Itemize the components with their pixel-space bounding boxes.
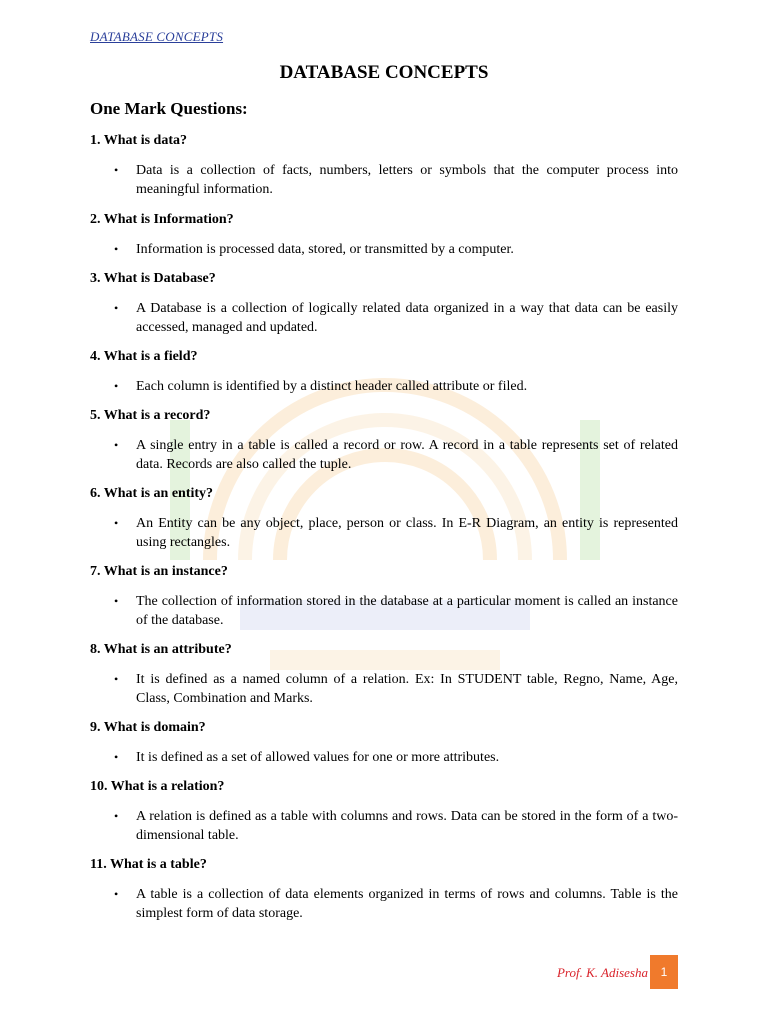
page-title: DATABASE CONCEPTS: [279, 62, 489, 83]
bullet-icon: •: [114, 242, 119, 256]
answer-text: An Entity can be any object, place, person or class. In E-R Diagram, an entity is represented using rectangles.: [136, 516, 678, 550]
bullet-icon: •: [114, 672, 119, 686]
answer-text: Each column is identified by a distinct header called attribute or filed.: [136, 379, 528, 394]
answer-bullet: [90, 514, 678, 552]
question-title: 8. What is an attribute?: [90, 642, 232, 657]
question-item: [90, 777, 678, 845]
question-item: [90, 347, 678, 396]
question-item: [90, 640, 678, 708]
section-heading: One Mark Questions:: [90, 99, 248, 118]
answer-bullet: [90, 748, 678, 767]
answer-text: Data is a collection of facts, numbers, letters or symbols that the computer process into meaningful information.: [136, 163, 678, 197]
bullet-icon: •: [114, 438, 119, 452]
question-title: 11. What is a table?: [90, 857, 207, 872]
question-title: 9. What is domain?: [90, 720, 206, 735]
question-title: 10. What is a relation?: [90, 779, 225, 794]
question-item: [90, 484, 678, 552]
answer-text: A single entry in a table is called a record or row. A record in a table represents set of related data. Records are also called the tuple.: [136, 438, 678, 472]
answer-bullet: [90, 807, 678, 845]
question-item: [90, 210, 678, 259]
bullet-icon: •: [114, 163, 119, 177]
answer-bullet: [90, 670, 678, 708]
bullet-icon: •: [114, 594, 119, 608]
answer-text: It is defined as a set of allowed values for one or more attributes.: [136, 750, 500, 765]
question-title: 4. What is a field?: [90, 349, 198, 364]
running-header: DATABASE CONCEPTS: [90, 29, 224, 44]
answer-bullet: [90, 161, 678, 199]
author-footer: Prof. K. Adisesha: [556, 965, 648, 980]
question-item: [90, 562, 678, 630]
answer-text: Information is processed data, stored, or transmitted by a computer.: [136, 242, 514, 257]
question-title: 2. What is Information?: [90, 212, 234, 227]
question-title: 3. What is Database?: [90, 271, 216, 286]
question-item: [90, 718, 678, 767]
answer-text: A table is a collection of data elements organized in terms of rows and columns. Table is the simplest form of data storage.: [136, 887, 678, 921]
question-item: [90, 131, 678, 199]
question-list: [90, 131, 678, 923]
bullet-icon: •: [114, 301, 119, 315]
answer-bullet: [90, 885, 678, 923]
question-title: 1. What is data?: [90, 133, 187, 148]
bullet-icon: •: [114, 809, 119, 823]
answer-text: It is defined as a named column of a relation. Ex: In STUDENT table, Regno, Name, Age, Class, Combination and Marks.: [136, 672, 678, 706]
bullet-icon: •: [114, 379, 119, 393]
answer-bullet: [90, 436, 678, 474]
answer-bullet: [90, 377, 678, 396]
answer-bullet: [90, 299, 678, 337]
question-title: 6. What is an entity?: [90, 486, 214, 501]
question-item: [90, 855, 678, 923]
question-item: [90, 406, 678, 474]
answer-text: A relation is defined as a table with columns and rows. Data can be stored in the form of a two-dimensional table.: [136, 809, 678, 843]
bullet-icon: •: [114, 750, 119, 764]
bullet-icon: •: [114, 516, 119, 530]
question-title: 7. What is an instance?: [90, 564, 228, 579]
page-number: 1: [650, 955, 678, 989]
answer-text: A Database is a collection of logically related data organized in a way that data can be easily accessed, managed and updated.: [136, 301, 678, 335]
answer-bullet: [90, 592, 678, 630]
bullet-icon: •: [114, 887, 119, 901]
answer-text: The collection of information stored in the database at a particular moment is called an instance of the database.: [136, 594, 678, 628]
answer-bullet: [90, 240, 678, 259]
question-item: [90, 269, 678, 337]
question-title: 5. What is a record?: [90, 408, 211, 423]
